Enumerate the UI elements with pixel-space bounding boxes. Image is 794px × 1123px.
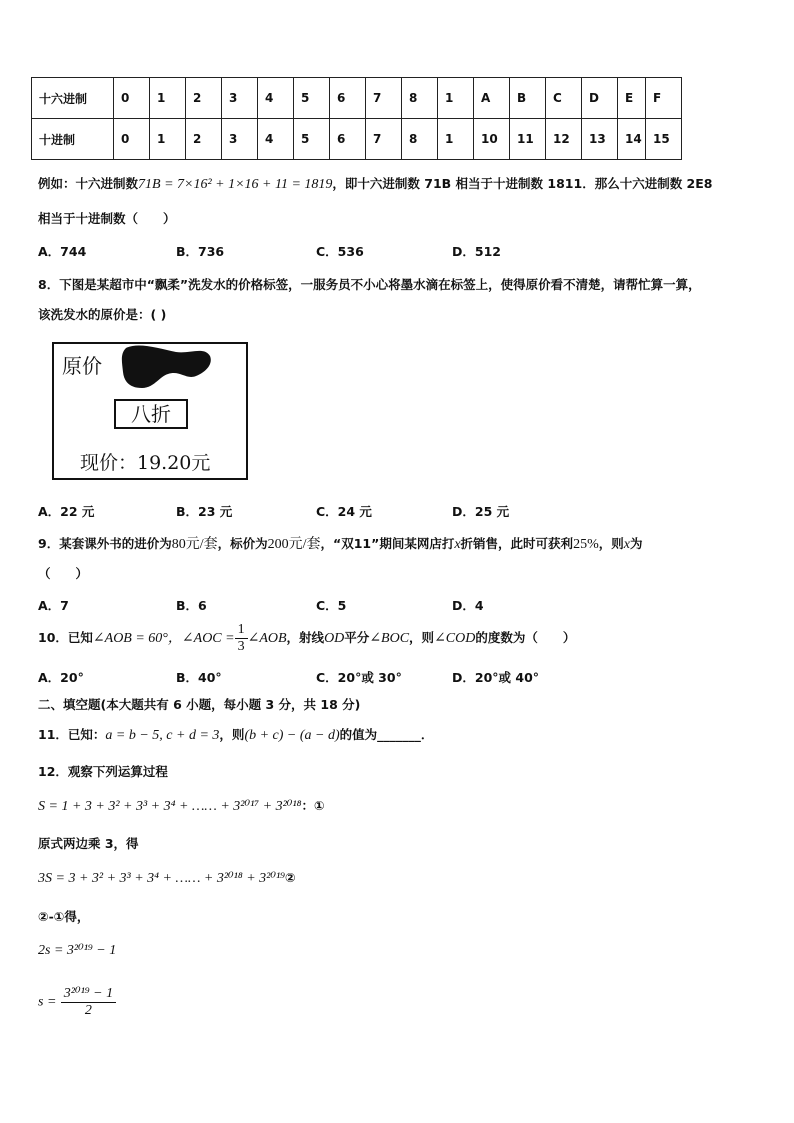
table-cell: 14 bbox=[618, 119, 646, 160]
q11-expr2: (b + c) − (a − d) bbox=[244, 728, 340, 743]
discount-box: 八折 bbox=[114, 399, 188, 429]
section-heading-fill-in: 二、填空题(本大题共有 6 小题，每小题 3 分，共 18 分) bbox=[38, 697, 361, 712]
q10-mid2: 平分 bbox=[344, 630, 370, 645]
q7-example-formula: 71B = 7×16² + 1×16 + 11 = 1819 bbox=[138, 177, 333, 192]
original-price-label: 原价 bbox=[62, 354, 102, 378]
q9-list-price: 200元/套 bbox=[267, 537, 321, 552]
q11-mid: ，则 bbox=[219, 727, 245, 742]
table-cell: 4 bbox=[258, 119, 294, 160]
q7-question-line: 相当于十进制数（ ） bbox=[38, 211, 176, 226]
q9-option-c: C．5 bbox=[316, 598, 347, 613]
q12-eq2-line bbox=[38, 870, 296, 887]
q10-mid: ，射线 bbox=[286, 630, 325, 645]
q7-example-suffix: ，即十六进制数 71B 相当于十进制数 1811．那么十六进制数 2E8 bbox=[332, 176, 713, 191]
table-cell: 0 bbox=[114, 119, 150, 160]
q10-option-a: A．20° bbox=[38, 670, 84, 685]
q9-cost: 80元/套 bbox=[171, 537, 218, 552]
q7-example-line bbox=[38, 174, 712, 193]
q10-expr2b: ∠AOB bbox=[247, 631, 287, 646]
q8-option-d: D．25 元 bbox=[452, 504, 510, 519]
table-cell: 6 bbox=[330, 78, 366, 119]
table-cell: A bbox=[474, 78, 510, 119]
table-cell: 3 bbox=[222, 119, 258, 160]
table-cell: 10 bbox=[474, 119, 510, 160]
q9-text-d: 折销售，此时可获利 bbox=[460, 536, 574, 551]
q10-mid3: ，则 bbox=[409, 630, 435, 645]
q7-option-c: C．536 bbox=[316, 244, 364, 259]
q10-option-b: B．40° bbox=[176, 670, 222, 685]
table-cell: 12 bbox=[546, 119, 582, 160]
q11-question-line bbox=[38, 725, 433, 744]
q7-option-d: D．512 bbox=[452, 244, 501, 259]
q9-option-b: B．6 bbox=[176, 598, 207, 613]
q11-suffix: 的值为_______． bbox=[339, 727, 434, 742]
q7-option-a: A．744 bbox=[38, 244, 87, 259]
table-row bbox=[32, 78, 682, 119]
table-cell: 十进制 bbox=[32, 119, 114, 160]
q12-eq4-num: 3²⁰¹⁹ − 1 bbox=[61, 985, 116, 1003]
q10-option-c: C．20°或 30° bbox=[316, 670, 402, 685]
q12-line3: ②-①得， bbox=[38, 909, 90, 924]
q10-question-line bbox=[38, 622, 575, 655]
q12-eq4-fraction bbox=[61, 985, 116, 1019]
table-cell: 3 bbox=[222, 78, 258, 119]
table-cell: E bbox=[618, 78, 646, 119]
q9-text-e: ，则 bbox=[598, 536, 624, 551]
q10-option-d: D．20°或 40° bbox=[452, 670, 540, 685]
q9-var: x bbox=[454, 537, 461, 552]
table-cell: 1 bbox=[438, 119, 474, 160]
q10-frac-num: 1 bbox=[235, 622, 248, 639]
table-cell: 7 bbox=[366, 119, 402, 160]
table-cell: F bbox=[646, 78, 682, 119]
q11-expr1: a = b − 5, c + d = 3 bbox=[105, 728, 220, 743]
q9-text-f: 为 bbox=[629, 536, 643, 551]
table-cell: 2 bbox=[186, 78, 222, 119]
q10-od: OD bbox=[324, 631, 345, 646]
q12-line2: 原式两边乘 3，得 bbox=[38, 836, 139, 851]
q9-question-line2: （ ） bbox=[38, 566, 89, 581]
table-cell: 1 bbox=[150, 119, 186, 160]
q10-fraction bbox=[235, 622, 248, 655]
current-price: 现价：19.20元 bbox=[80, 452, 211, 474]
q10-cod: ∠COD bbox=[434, 631, 476, 646]
q10-boc: ∠BOC bbox=[369, 631, 410, 646]
q10-expr1: ∠AOB = 60° bbox=[92, 631, 168, 646]
q12-eq3-line bbox=[38, 942, 116, 959]
table-cell: 11 bbox=[510, 119, 546, 160]
q9-text-b: ，标价为 bbox=[217, 536, 268, 551]
q7-example-prefix: 例如：十六进制数 bbox=[38, 176, 139, 191]
ink-blot-icon bbox=[120, 344, 212, 390]
q8-question-line2: 该洗发水的原价是：( ) bbox=[38, 307, 167, 322]
q8-option-b: B．23 元 bbox=[176, 504, 233, 519]
q9-profit: 25% bbox=[573, 537, 599, 552]
q12-eq2-mark: ② bbox=[285, 870, 296, 885]
table-cell: 1 bbox=[438, 78, 474, 119]
table-cell: 1 bbox=[150, 78, 186, 119]
q12-title: 12．观察下列运算过程 bbox=[38, 764, 168, 779]
q10-suffix: 的度数为（ ） bbox=[475, 630, 576, 645]
table-cell: 8 bbox=[402, 78, 438, 119]
price-tag-card bbox=[52, 342, 248, 480]
table-cell: 15 bbox=[646, 119, 682, 160]
q9-question-line1 bbox=[38, 533, 642, 553]
table-cell: 4 bbox=[258, 78, 294, 119]
q10-prefix: 10．已知 bbox=[38, 630, 93, 645]
table-cell: 2 bbox=[186, 119, 222, 160]
table-cell: 0 bbox=[114, 78, 150, 119]
q9-option-a: A．7 bbox=[38, 598, 69, 613]
q12-eq2: 3S = 3 + 3² + 3³ + 3⁴ + …… + 3²⁰¹⁸ + 3²⁰¹⁹ bbox=[38, 871, 286, 886]
table-cell: 13 bbox=[582, 119, 618, 160]
table-cell: D bbox=[582, 78, 618, 119]
q12-eq1: S = 1 + 3 + 3² + 3³ + 3⁴ + …… + 3²⁰¹⁷ + 3²⁰¹⁸ bbox=[38, 799, 302, 814]
table-cell: C bbox=[546, 78, 582, 119]
table-cell: 5 bbox=[294, 119, 330, 160]
q12-eq1-mark: ：① bbox=[301, 798, 325, 813]
q12-eq3: 2s = 3²⁰¹⁹ − 1 bbox=[38, 943, 117, 958]
table-cell: 8 bbox=[402, 119, 438, 160]
q7-option-b: B．736 bbox=[176, 244, 225, 259]
table-cell: B bbox=[510, 78, 546, 119]
q8-question-line1: 8．下图是某超市中“飘柔”洗发水的价格标签，一服务员不小心将墨水滴在标签上，使得原价看不清楚，请帮忙算一算， bbox=[38, 277, 701, 292]
q11-prefix: 11．已知： bbox=[38, 727, 106, 742]
q9-text-a: 9．某套课外书的进价为 bbox=[38, 536, 172, 551]
q10-frac-den: 3 bbox=[237, 639, 245, 654]
q12-eq4-line bbox=[38, 985, 116, 1019]
table-row bbox=[32, 119, 682, 160]
table-cell: 7 bbox=[366, 78, 402, 119]
table-cell: 6 bbox=[330, 119, 366, 160]
q8-option-a: A．22 元 bbox=[38, 504, 95, 519]
q9-text-c: ，“双11”期间某网店打 bbox=[320, 536, 455, 551]
q9-option-d: D．4 bbox=[452, 598, 484, 613]
q9-var: x bbox=[623, 537, 630, 552]
q8-option-c: C．24 元 bbox=[316, 504, 372, 519]
hex-decimal-table bbox=[31, 77, 682, 160]
q12-eq4-lhs: s = bbox=[38, 994, 57, 1010]
q10-expr2a: ，∠AOC = bbox=[167, 631, 235, 646]
q12-eq4-den: 2 bbox=[84, 1003, 92, 1018]
q12-eq1-line bbox=[38, 796, 325, 815]
table-cell: 5 bbox=[294, 78, 330, 119]
table-cell: 十六进制 bbox=[32, 78, 114, 119]
